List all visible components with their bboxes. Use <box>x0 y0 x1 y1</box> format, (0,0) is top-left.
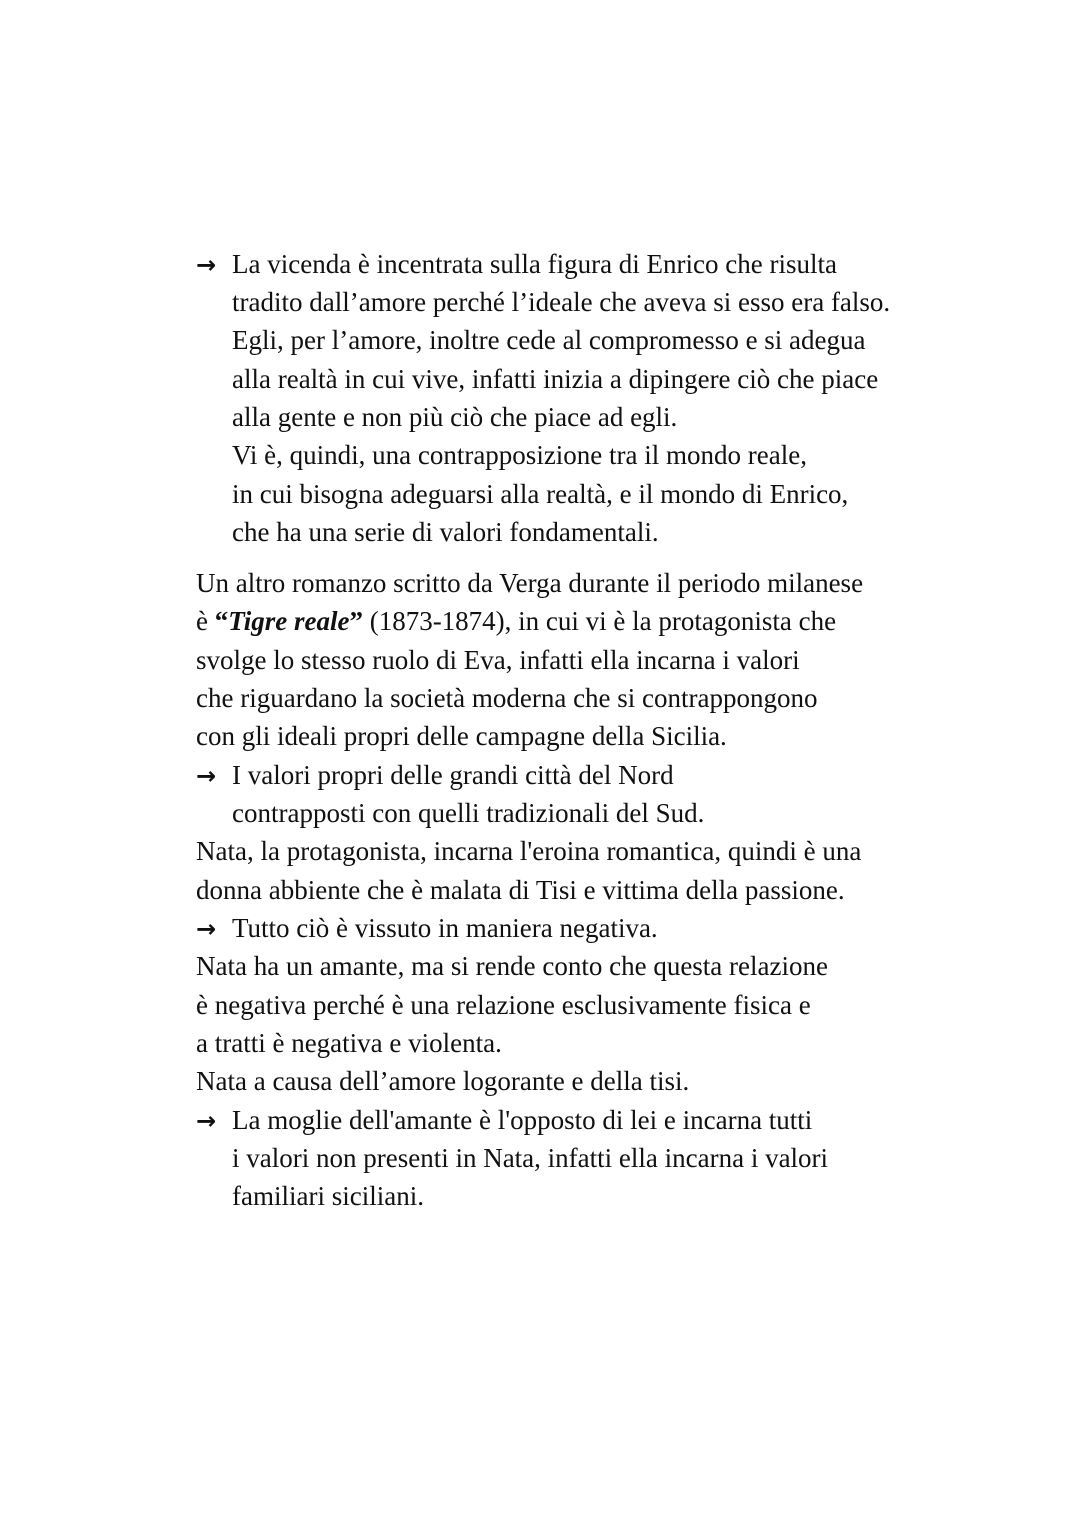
block1-line-1: → La vicenda è incentrata sulla figura di Enrico che risulta <box>196 245 837 284</box>
arrow-right-icon: → <box>196 1107 217 1135</box>
block1-line-5: alla gente e non più ciò che piace ad egli. <box>232 402 678 432</box>
arrow-right-icon: → <box>196 915 217 943</box>
arrow-right-icon: → <box>196 251 217 279</box>
block2-line-4: che riguardano la società moderna che si contrappongono <box>196 683 818 713</box>
block1-line-8: che ha una serie di valori fondamentali. <box>232 517 659 547</box>
block2-line-2: è “Tigre reale” (1873-1874), in cui vi è la protagonista che <box>196 606 837 636</box>
block2-line-11: Nata ha un amante, ma si rende conto che questa relazione <box>196 951 828 981</box>
block2-arrow-line-1: → I valori propri delle grandi città del Nord <box>196 756 674 795</box>
book-title: Tigre reale <box>228 606 350 636</box>
block1-line-7: in cui bisogna adeguarsi alla realtà, e il mondo di Enrico, <box>232 479 849 509</box>
block1-line-2: tradito dall’amore perché l’ideale che aveva si esso era falso. <box>232 287 891 317</box>
block1-line-4: alla realtà in cui vive, infatti inizia a dipingere ciò che piace <box>232 364 879 394</box>
block2-arrow-line-2: → Tutto ciò è vissuto in maniera negativa. <box>196 909 658 948</box>
block2-line-13: a tratti è negativa e violenta. <box>196 1028 502 1058</box>
block2-arrow-line-3-cont-1: i valori non presenti in Nata, infatti ella incarna i valori <box>232 1143 829 1173</box>
block1-line-3: Egli, per l’amore, inoltre cede al compromesso e si adegua <box>232 325 866 355</box>
block2-arrow-line-3: → La moglie dell'amante è l'opposto di lei e incarna tutti <box>196 1101 812 1140</box>
block2-line-5: con gli ideali propri delle campagne della Sicilia. <box>196 721 727 751</box>
block2-line-8: Nata, la protagonista, incarna l'eroina romantica, quindi è una <box>196 836 862 866</box>
block2-line-9: donna abbiente che è malata di Tisi e vittima della passione. <box>196 875 845 905</box>
block2-line-14: Nata a causa dell’amore logorante e della tisi. <box>196 1066 690 1096</box>
block2-arrow-line-3-cont-2: familiari siciliani. <box>232 1181 424 1211</box>
arrow-right-icon: → <box>196 762 217 790</box>
block2-line-1: Un altro romanzo scritto da Verga durante il periodo milanese <box>196 568 864 598</box>
block2-line-12: è negativa perché è una relazione esclusivamente fisica e <box>196 990 811 1020</box>
block2-arrow-line-1-cont: contrapposti con quelli tradizionali del Sud. <box>232 798 705 828</box>
block1-line-6: Vi è, quindi, una contrapposizione tra il mondo reale, <box>232 440 807 470</box>
block2-line-3: svolge lo stesso ruolo di Eva, infatti ella incarna i valori <box>196 645 800 675</box>
